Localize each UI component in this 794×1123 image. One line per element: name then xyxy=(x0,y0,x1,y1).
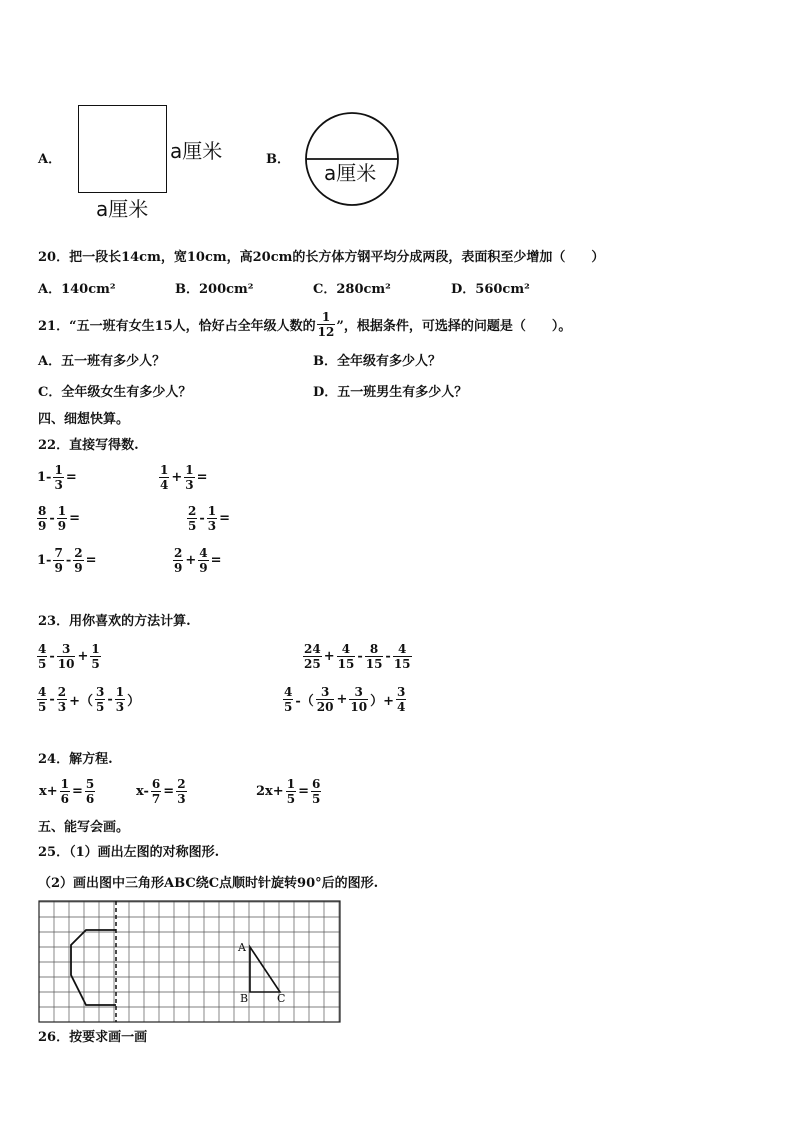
q25-part2: （2）画出图中三角形ABC绕C点顺时针旋转90°后的图形. xyxy=(38,876,379,891)
q21-option-d: D．五一班男生有多少人？ xyxy=(313,385,468,400)
fraction: $\frac{5}{6}$ xyxy=(85,777,95,806)
fraction: $\frac{1}{3}$ xyxy=(185,463,194,492)
operator: = xyxy=(196,470,208,485)
q21-stem-after: ”，根据条件，可选择的问题是（ ）。 xyxy=(336,319,572,334)
q21-fraction xyxy=(317,310,336,339)
q23-expression xyxy=(282,685,407,714)
q21-frac-den: 12 xyxy=(317,325,335,339)
square-bottom-label: a厘米 xyxy=(96,197,149,221)
fraction: $\frac{4}{5}$ xyxy=(38,642,47,671)
fraction: $\frac{8}{9}$ xyxy=(38,504,47,533)
fraction: $\frac{1}{3}$ xyxy=(54,463,63,492)
operator: - xyxy=(49,511,55,526)
q21-stem xyxy=(38,310,571,339)
fraction: $\frac{4}{15}$ xyxy=(337,642,355,671)
operator: +（ xyxy=(69,694,94,709)
operator: - xyxy=(65,553,72,568)
operator: x- xyxy=(136,784,149,799)
fraction: $\frac{3}{10}$ xyxy=(57,642,75,671)
q24-equation xyxy=(38,777,96,806)
fraction: $\frac{3}{4}$ xyxy=(396,685,406,714)
section-4-heading: 四、细想快算。 xyxy=(38,412,130,427)
operator: - xyxy=(385,649,391,664)
fraction: $\frac{7}{9}$ xyxy=(54,546,63,575)
q24-stem: 24．解方程. xyxy=(38,752,113,767)
q20-option-d: D．560cm² xyxy=(451,282,530,297)
q24-equation xyxy=(135,777,188,806)
fraction: $\frac{4}{5}$ xyxy=(284,685,293,714)
fraction: $\frac{4}{15}$ xyxy=(393,642,411,671)
point-c-label: C xyxy=(277,992,286,1005)
fraction: $\frac{6}{5}$ xyxy=(311,777,321,806)
fraction: $\frac{2}{9}$ xyxy=(74,546,83,575)
fraction: $\frac{24}{25}$ xyxy=(304,642,321,671)
point-a-label: A xyxy=(238,941,246,954)
q21-option-a: A．五一班有多少人？ xyxy=(38,354,166,369)
q23-expression xyxy=(36,685,141,714)
operator: = xyxy=(298,784,309,799)
q21-frac-num: 1 xyxy=(317,310,336,325)
fraction: $\frac{1}{4}$ xyxy=(160,463,169,492)
option-a-label: A． xyxy=(38,152,62,167)
operator: + xyxy=(185,553,197,568)
q20-option-c: C．280cm² xyxy=(313,282,391,297)
q23-expression xyxy=(302,642,413,671)
fraction: $\frac{8}{15}$ xyxy=(365,642,383,671)
operator: - xyxy=(107,692,113,707)
fraction: $\frac{1}{3}$ xyxy=(207,504,217,533)
operator: + xyxy=(336,692,348,707)
operator: + xyxy=(77,649,89,664)
q21-option-c: C．全年级女生有多少人？ xyxy=(38,385,192,400)
operator: = xyxy=(69,511,81,526)
q23-expression xyxy=(36,642,102,671)
fraction: $\frac{3}{10}$ xyxy=(350,685,368,714)
square-side-label: a厘米 xyxy=(170,139,223,163)
q22-item xyxy=(186,504,231,533)
operator: 1- xyxy=(37,553,52,568)
fraction: $\frac{4}{9}$ xyxy=(199,546,208,575)
operator: + xyxy=(171,470,183,485)
fraction: $\frac{6}{7}$ xyxy=(151,777,161,806)
fraction: $\frac{1}{6}$ xyxy=(60,777,70,806)
q22-item xyxy=(158,463,209,492)
q20-option-b: B．200cm² xyxy=(175,282,254,297)
q20-option-a: A．140cm² xyxy=(38,282,116,297)
operator: 1- xyxy=(37,470,52,485)
circle-diameter-label: a厘米 xyxy=(324,161,377,185)
operator: - xyxy=(49,649,55,664)
point-b-label: B xyxy=(240,992,249,1005)
fraction: $\frac{3}{5}$ xyxy=(96,685,105,714)
fraction: $\frac{1}{5}$ xyxy=(91,642,100,671)
q21-option-b: B．全年级有多少人？ xyxy=(313,354,441,369)
operator: = xyxy=(210,553,222,568)
fraction: $\frac{2}{9}$ xyxy=(174,546,183,575)
operator: ） xyxy=(127,694,141,709)
section-5-heading: 五、能写会画。 xyxy=(38,820,130,835)
drawing-grid xyxy=(38,900,342,1024)
fraction: $\frac{1}{3}$ xyxy=(115,685,125,714)
q22-item xyxy=(36,546,97,575)
q25-part1: 25．（1）画出左图的对称图形. xyxy=(38,845,220,860)
operator: x+ xyxy=(39,784,58,799)
fraction: $\frac{3}{20}$ xyxy=(316,685,334,714)
circle-figure xyxy=(303,110,401,208)
operator: -（ xyxy=(295,694,314,709)
operator: = xyxy=(72,784,83,799)
q21-stem-before: 21．“五一班有女生15人，恰好占全年级人数的 xyxy=(38,319,316,334)
operator: - xyxy=(199,511,205,526)
operator: = xyxy=(163,784,175,799)
square-figure xyxy=(78,105,167,193)
fraction: $\frac{1}{9}$ xyxy=(57,504,67,533)
q22-item xyxy=(36,504,81,533)
operator: = xyxy=(85,553,97,568)
operator: 2x+ xyxy=(256,784,284,799)
operator: = xyxy=(219,511,231,526)
fraction: $\frac{2}{3}$ xyxy=(57,685,67,714)
q24-equation xyxy=(255,777,322,806)
q22-item xyxy=(36,463,78,492)
operator: - xyxy=(357,649,363,664)
operator: - xyxy=(49,692,55,707)
fraction: $\frac{4}{5}$ xyxy=(38,685,47,714)
operator: = xyxy=(65,470,77,485)
fraction: $\frac{2}{3}$ xyxy=(177,777,186,806)
fraction: $\frac{2}{5}$ xyxy=(188,504,197,533)
q26-stem: 26．按要求画一画 xyxy=(38,1030,148,1045)
half-shape xyxy=(71,930,116,1005)
q20-stem: 20．把一段长14cm，宽10cm，高20cm的长方体方钢平均分成两段，表面积至少增加（ ） xyxy=(38,250,605,265)
q22-stem: 22．直接写得数. xyxy=(38,438,139,453)
triangle-abc xyxy=(250,947,280,992)
operator: + xyxy=(323,649,335,664)
fraction: $\frac{1}{5}$ xyxy=(286,777,296,806)
q23-stem: 23．用你喜欢的方法计算. xyxy=(38,614,191,629)
q22-item xyxy=(172,546,223,575)
option-b-label: B． xyxy=(266,152,290,167)
operator: ）+ xyxy=(370,694,394,709)
